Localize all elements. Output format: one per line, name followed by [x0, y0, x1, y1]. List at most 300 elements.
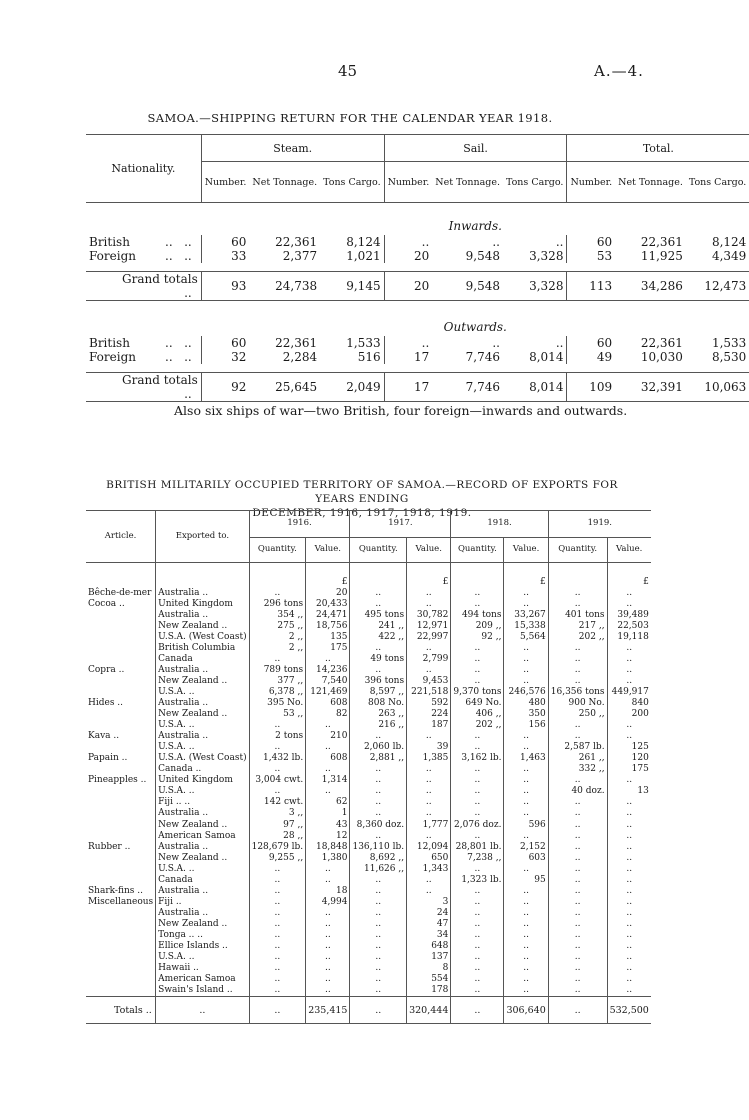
table-cell: .. — [350, 974, 407, 985]
table-cell: .. — [451, 742, 504, 753]
page-number: 45 — [338, 62, 358, 80]
table-cell: .. — [249, 963, 306, 974]
destination: New Zealand .. — [156, 853, 249, 864]
table-cell: 95 — [504, 875, 548, 886]
table-cell: .. — [407, 588, 451, 599]
destination: Swain's Island .. — [156, 985, 249, 997]
destination: New Zealand .. — [156, 676, 249, 687]
table-cell: .. — [504, 952, 548, 963]
table-cell: .. — [607, 820, 651, 831]
table-cell: 53 — [567, 249, 615, 263]
table-cell: 7,540 — [306, 676, 350, 687]
section-spacer — [86, 203, 201, 236]
destination: U.S.A. .. — [156, 786, 249, 797]
table-cell: .. — [504, 963, 548, 974]
section-label-inwards: Inwards. — [448, 219, 502, 233]
table-cell: 449,917 — [607, 687, 651, 698]
table-row — [86, 588, 651, 599]
table-cell: .. — [249, 864, 306, 875]
table-cell: .. — [350, 985, 407, 997]
table-cell: .. — [607, 775, 651, 786]
table-cell: .. — [451, 941, 504, 952]
article-name: Pineapples .. — [88, 775, 147, 786]
table-cell: 156 — [504, 720, 548, 731]
table-cell: .. — [451, 643, 504, 654]
table-cell: 34 — [407, 930, 451, 941]
table-cell: 2,799 — [407, 654, 451, 665]
table-cell: 1,463 — [504, 753, 548, 764]
destination: Australia .. — [156, 610, 249, 621]
table-cell: 3,004 cwt. — [249, 775, 306, 786]
table-cell: 10,063 — [704, 379, 747, 394]
table-cell: 2,284 — [282, 350, 318, 364]
table-cell: .. — [451, 665, 504, 676]
table-cell: .. — [504, 786, 548, 797]
table-cell: 28 ,, — [249, 831, 306, 842]
table-row — [86, 643, 651, 654]
table-cell: .. — [548, 775, 607, 786]
table-cell: 28,801 lb. — [451, 842, 504, 853]
table-row — [86, 665, 651, 676]
table-cell: .. — [350, 764, 407, 775]
spacer-cell — [407, 563, 451, 577]
column-subheader: Tons Cargo. — [505, 176, 564, 188]
table-row — [86, 720, 651, 731]
spacer-cell — [249, 563, 306, 577]
column-subheader: Number. — [384, 162, 432, 203]
spacer-cell — [249, 577, 306, 588]
table-cell: .. — [504, 764, 548, 775]
table-cell: .. — [350, 775, 407, 786]
table-cell: .. — [492, 336, 500, 350]
table-row — [86, 842, 651, 853]
destination: Australia .. — [156, 731, 249, 742]
article-name — [86, 831, 156, 842]
article-name: Shark-fins .. — [88, 885, 143, 896]
table-cell: .. — [504, 831, 548, 842]
destination: British Columbia — [156, 643, 249, 654]
currency-row — [86, 577, 651, 588]
table-cell: .. — [249, 985, 306, 997]
table-cell: .. — [306, 985, 350, 997]
table-cell: 8,692 ,, — [350, 853, 407, 864]
spacer-cell — [350, 563, 407, 577]
article-name — [86, 786, 156, 797]
section-row — [86, 203, 749, 236]
table-cell: 200 — [607, 709, 651, 720]
table-cell: .. — [607, 588, 651, 599]
table-cell: 7,238 ,, — [451, 853, 504, 864]
table-cell: 2,060 lb. — [350, 742, 407, 753]
total-cell: 235,415 — [306, 997, 350, 1024]
table-cell: 30,782 — [407, 610, 451, 621]
grand-total-row — [86, 372, 749, 401]
table-cell: 62 — [306, 797, 350, 808]
table-cell: 97 ,, — [249, 820, 306, 831]
table-cell: .. — [548, 974, 607, 985]
article-name: Cocoa .. — [88, 598, 125, 609]
table-cell: .. — [548, 842, 607, 853]
table-cell: .. — [555, 235, 564, 249]
table-cell: 8,360 doz. — [350, 820, 407, 831]
table-row — [86, 808, 651, 819]
table-cell: 354 ,, — [249, 610, 306, 621]
table-cell: 1,533 — [711, 336, 747, 350]
article-name — [86, 974, 156, 985]
column-subheader: Tons Cargo. — [323, 176, 381, 188]
group-header-steam: Steam. — [201, 135, 384, 162]
table-row — [86, 599, 651, 610]
table-cell: 12,473 — [704, 278, 747, 293]
table-row — [86, 853, 651, 864]
table-cell: 18 — [306, 886, 350, 897]
table-cell: 2,587 lb. — [548, 742, 607, 753]
table-row — [86, 753, 651, 764]
table-cell: .. — [350, 886, 407, 897]
nationality-name: Foreign — [89, 249, 136, 263]
table-cell: 60 — [567, 336, 615, 350]
table-row — [86, 985, 651, 997]
table-cell: .. — [607, 875, 651, 886]
table-cell: 10,030 — [640, 350, 683, 364]
table-cell: 8,124 — [346, 235, 381, 249]
table-cell: 175 — [607, 764, 651, 775]
table-cell: .. — [548, 797, 607, 808]
table-cell: 8,597 ,, — [350, 687, 407, 698]
table-cell: .. — [548, 588, 607, 599]
table-cell: 2,076 doz. — [451, 820, 504, 831]
table-cell: 494 tons — [451, 610, 504, 621]
table-cell: 261 ,, — [548, 753, 607, 764]
table-cell: 136,110 lb. — [350, 842, 407, 853]
total-cell: .. — [548, 997, 607, 1024]
table-cell: .. — [451, 654, 504, 665]
table-cell: .. — [607, 853, 651, 864]
spacer-row — [86, 364, 749, 372]
table-cell: 22,361 — [640, 235, 683, 249]
table-cell: .. — [504, 886, 548, 897]
table-cell: .. — [504, 930, 548, 941]
table-cell: .. — [306, 786, 350, 797]
shipping-table-title: SAMOA.—SHIPPING RETURN FOR THE CALENDAR YEAR 1918. — [147, 111, 553, 125]
table-cell: .. — [548, 908, 607, 919]
row-label — [86, 336, 201, 350]
table-cell: .. — [407, 764, 451, 775]
table-cell: 1,380 — [306, 853, 350, 864]
table-cell: .. — [548, 720, 607, 731]
table-cell: .. — [407, 808, 451, 819]
table-cell: 15,338 — [504, 621, 548, 632]
table-row — [86, 235, 749, 249]
table-cell: .. — [607, 731, 651, 742]
table-cell: 900 No. — [548, 698, 607, 709]
destination: U.S.A. .. — [156, 864, 249, 875]
table-cell: .. — [607, 985, 651, 997]
table-cell: .. — [407, 875, 451, 886]
article-name — [86, 908, 156, 919]
table-cell: .. — [306, 908, 350, 919]
article-name — [86, 797, 156, 808]
table-cell: .. — [504, 676, 548, 687]
table-row — [86, 864, 651, 875]
table-row — [86, 698, 651, 709]
table-cell: .. — [504, 742, 548, 753]
table-cell: .. — [249, 908, 306, 919]
table-row — [86, 654, 651, 665]
table-cell: 1 — [306, 808, 350, 819]
table-cell: 22,503 — [607, 621, 651, 632]
table-cell: .. — [407, 797, 451, 808]
spacer-cell — [86, 263, 749, 271]
table-cell: .. — [350, 952, 407, 963]
table-cell: .. — [350, 786, 407, 797]
table-cell: .. — [492, 235, 500, 249]
exported-to-header: Exported to. — [156, 511, 249, 563]
table-cell: .. — [350, 919, 407, 930]
destination: Hawaii .. — [156, 963, 249, 974]
destination: U.S.A. .. — [156, 720, 249, 731]
table-cell: 2 ,, — [249, 632, 306, 643]
table-cell: .. — [350, 963, 407, 974]
table-cell: .. — [451, 797, 504, 808]
table-cell: 135 — [306, 632, 350, 643]
table-cell: 17 — [384, 350, 432, 364]
table-cell: .. — [548, 952, 607, 963]
table-cell: 43 — [306, 820, 350, 831]
table-cell: .. — [451, 985, 504, 997]
article-name: Hides .. — [88, 698, 124, 709]
total-cell: .. — [350, 997, 407, 1024]
table-cell: .. — [249, 974, 306, 985]
table-cell: 275 ,, — [249, 621, 306, 632]
table-cell: 3,162 lb. — [451, 753, 504, 764]
total-cell: 306,640 — [504, 997, 548, 1024]
section-label-outwards: Outwards. — [443, 320, 507, 334]
table-cell: .. — [504, 897, 548, 908]
table-row — [86, 941, 651, 952]
table-cell: 24,738 — [275, 278, 318, 293]
table-cell: 406 ,, — [451, 709, 504, 720]
table-cell: 11,626 ,, — [350, 864, 407, 875]
table-cell: 24,471 — [306, 610, 350, 621]
table-row — [86, 621, 651, 632]
table-cell: .. — [350, 797, 407, 808]
table-cell: .. — [407, 831, 451, 842]
article-name — [86, 963, 156, 974]
table-row — [86, 797, 651, 808]
table-cell: 12 — [306, 831, 350, 842]
table-cell: .. — [306, 974, 350, 985]
article-name — [86, 742, 156, 753]
nationality-name: British — [89, 235, 130, 249]
destination: U.S.A. (West Coast) — [156, 632, 249, 643]
table-cell: 808 No. — [350, 698, 407, 709]
spacer-cell — [451, 563, 504, 577]
exports-title-line2: DECEMBER, 1916, 1917, 1918, 1919. — [252, 507, 472, 519]
table-cell: .. — [607, 952, 651, 963]
table-cell: 8,530 — [711, 350, 747, 364]
table-cell: 650 — [407, 853, 451, 864]
table-cell: .. — [407, 786, 451, 797]
year-header: 1919. — [548, 511, 651, 538]
totals-label: Totals .. — [114, 1004, 152, 1016]
table-cell: .. — [607, 886, 651, 897]
table-cell: 39 — [407, 742, 451, 753]
table-cell: 14,236 — [306, 665, 350, 676]
table-cell: .. — [548, 930, 607, 941]
table-cell: 241 ,, — [350, 621, 407, 632]
table-cell: .. — [504, 775, 548, 786]
table-cell: 2,049 — [346, 379, 381, 394]
table-cell: 246,576 — [504, 687, 548, 698]
table-row — [86, 897, 651, 908]
table-cell: .. — [306, 875, 350, 886]
table-cell: 3,328 — [529, 249, 564, 263]
column-subheader: Net Tonnage. — [618, 176, 683, 188]
year-header: 1916. — [249, 511, 350, 538]
row-label — [86, 235, 201, 249]
table-row — [86, 249, 749, 263]
article-name: Copra .. — [88, 664, 125, 675]
destination: Canada — [156, 875, 249, 886]
quantity-header: Quantity. — [451, 538, 504, 563]
destination: New Zealand .. — [156, 820, 249, 831]
table-cell: 20 — [384, 271, 432, 300]
table-cell: .. — [249, 588, 306, 599]
table-row — [86, 610, 651, 621]
table-cell: 22,361 — [275, 235, 318, 249]
year-header: 1917. — [350, 511, 451, 538]
spacer-row — [86, 263, 749, 271]
table-cell: .. — [249, 875, 306, 886]
table-cell: .. — [607, 941, 651, 952]
quantity-header: Quantity. — [249, 538, 306, 563]
table-cell: .. — [504, 588, 548, 599]
table-cell: .. — [350, 831, 407, 842]
table-cell: .. — [350, 930, 407, 941]
table-cell: 39,489 — [607, 610, 651, 621]
table-cell: 49 — [567, 350, 615, 364]
destination: U.S.A. .. — [156, 687, 249, 698]
table-cell: 53 ,, — [249, 709, 306, 720]
table-row — [86, 775, 651, 786]
table-cell: 175 — [306, 643, 350, 654]
article-name — [86, 720, 156, 731]
shipping-note: Also six ships of war—two British, four foreign—inwards and outwards. — [174, 403, 628, 418]
article-name — [86, 676, 156, 687]
table-cell: 12,971 — [407, 621, 451, 632]
table-row — [86, 350, 749, 364]
spacer-cell — [86, 577, 156, 588]
table-row — [86, 731, 651, 742]
grand-total-row — [86, 271, 749, 300]
table-cell: 137 — [407, 952, 451, 963]
table-cell: .. — [504, 808, 548, 819]
table-cell: .. — [350, 643, 407, 654]
table-cell: .. — [306, 930, 350, 941]
table-cell: 8 — [407, 963, 451, 974]
exports-title-line1: BRITISH MILITARILY OCCUPIED TERRITORY OF SAMOA.—RECORD OF EXPORTS FOR YEARS ENDING — [106, 479, 618, 505]
table-cell: 60 — [567, 235, 615, 249]
table-cell: .. — [451, 775, 504, 786]
destination: Australia .. — [156, 698, 249, 709]
table-cell: .. — [504, 643, 548, 654]
table-cell: .. — [407, 731, 451, 742]
table-row — [86, 908, 651, 919]
destination: Australia .. — [156, 886, 249, 897]
table-cell: 554 — [407, 974, 451, 985]
table-cell: .. — [451, 676, 504, 687]
table-cell: .. — [407, 665, 451, 676]
table-cell: .. — [607, 842, 651, 853]
table-cell: 608 — [306, 698, 350, 709]
table-cell: .. — [548, 820, 607, 831]
nationality-name: Grand totals — [122, 271, 198, 286]
table-cell: 296 tons — [249, 599, 306, 610]
table-row — [86, 676, 651, 687]
table-cell: .. — [548, 853, 607, 864]
table-row — [86, 764, 651, 775]
table-row — [86, 930, 651, 941]
table-cell: .. — [407, 775, 451, 786]
pound-sign: £ — [407, 577, 451, 588]
table-cell: .. — [607, 919, 651, 930]
table-cell: 350 — [504, 709, 548, 720]
table-cell: .. — [548, 654, 607, 665]
table-cell: 121,469 — [306, 687, 350, 698]
table-cell: 9,548 — [465, 249, 500, 263]
table-cell: .. — [451, 919, 504, 930]
table-cell: 649 No. — [451, 698, 504, 709]
article-name — [86, 864, 156, 875]
exports-table — [86, 510, 651, 1024]
table-cell: .. — [350, 908, 407, 919]
table-cell: 603 — [504, 853, 548, 864]
table-cell: 8,124 — [711, 235, 747, 249]
table-cell: .. — [249, 930, 306, 941]
table-cell: .. — [249, 720, 306, 731]
article-name — [86, 952, 156, 963]
table-cell: 128,679 lb. — [249, 842, 306, 853]
table-cell: .. — [607, 654, 651, 665]
table-cell: 93 — [201, 271, 249, 300]
table-cell: 2 ,, — [249, 643, 306, 654]
table-cell: 120 — [607, 753, 651, 764]
table-cell: 1,432 lb. — [249, 753, 306, 764]
spacer-cell — [156, 563, 249, 577]
spacer-cell — [86, 563, 156, 577]
table-cell: 24 — [407, 908, 451, 919]
table-cell: .. — [607, 599, 651, 610]
table-row — [86, 974, 651, 985]
table-cell: 2,377 — [282, 249, 318, 263]
group-header-total: Total. — [567, 135, 749, 162]
table-cell: .. — [384, 235, 432, 249]
pound-sign: £ — [607, 577, 651, 588]
table-cell: .. — [504, 941, 548, 952]
table-cell: 113 — [567, 271, 615, 300]
table-cell: .. — [350, 875, 407, 886]
article-name: Kava .. — [88, 731, 120, 742]
table-cell: 19,118 — [607, 632, 651, 643]
table-cell: .. — [548, 963, 607, 974]
table-cell: .. — [249, 886, 306, 897]
article-name — [86, 919, 156, 930]
table-cell: .. — [350, 599, 407, 610]
table-cell: .. — [407, 886, 451, 897]
table-row — [86, 952, 651, 963]
table-row — [86, 786, 651, 797]
